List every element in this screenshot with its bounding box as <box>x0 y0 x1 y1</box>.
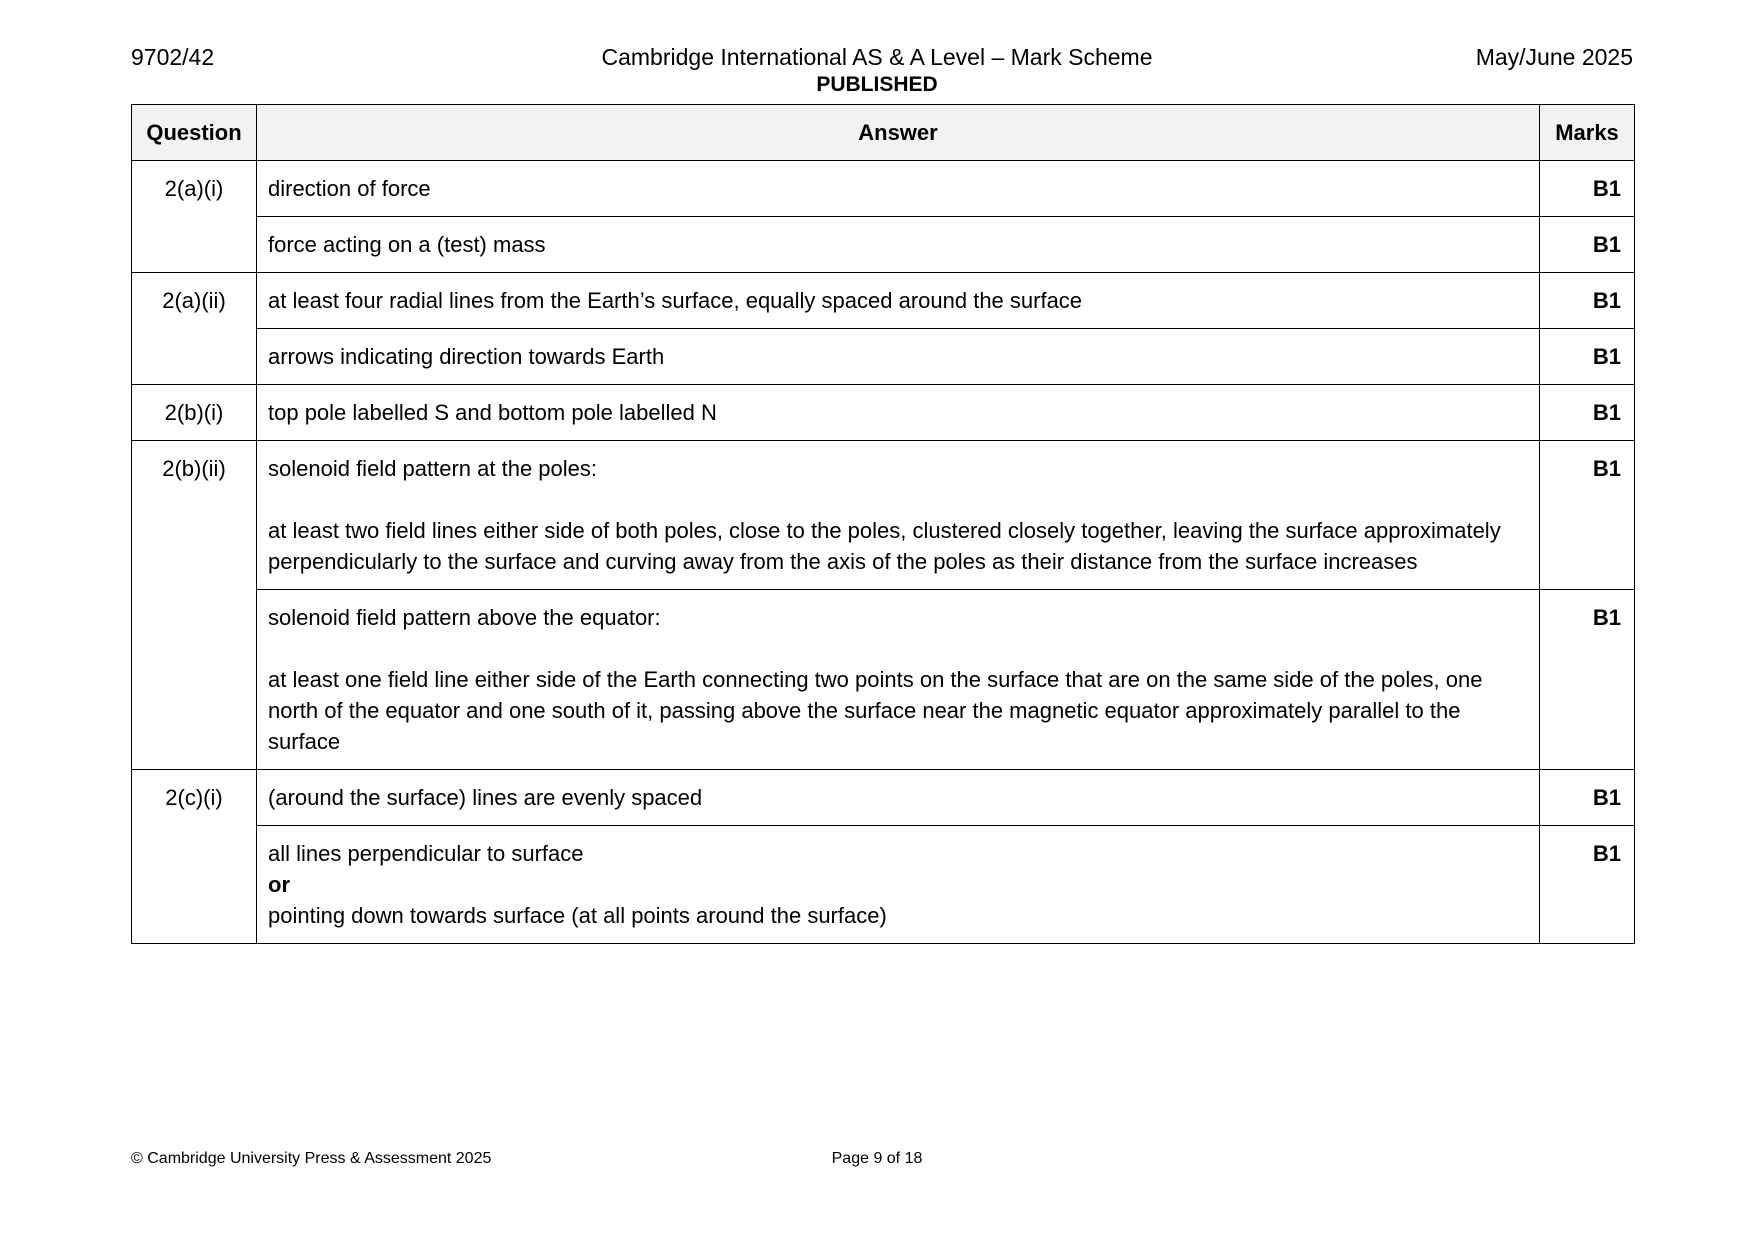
mark-cell: B1 <box>1540 385 1635 441</box>
mark-cell: B1 <box>1540 590 1635 770</box>
answer-heading: solenoid field pattern at the poles: <box>268 456 598 481</box>
answer-cell <box>257 217 1540 273</box>
mark-cell: B1 <box>1540 826 1635 944</box>
table-row <box>132 161 1635 217</box>
question-number: 2(b)(ii) <box>132 441 257 770</box>
column-header-question: Question <box>132 105 257 161</box>
answer-cell <box>257 770 1540 826</box>
answer-text: (around the surface) lines are evenly spaced <box>268 785 703 810</box>
answer-text: direction of force <box>268 176 431 201</box>
answer-or: or <box>268 872 290 897</box>
mark-cell: B1 <box>1540 441 1635 590</box>
mark-cell: B1 <box>1540 273 1635 329</box>
question-number: 2(a)(ii) <box>132 273 257 385</box>
answer-heading: solenoid field pattern above the equator: <box>268 605 661 630</box>
document-title: Cambridge International AS & A Level – Mark Scheme <box>601 44 1153 70</box>
exam-session: May/June 2025 <box>1475 44 1633 70</box>
answer-text: at least four radial lines from the Earth’s surface, equally spaced around the surface <box>268 288 1083 313</box>
answer-text: force acting on a (test) mass <box>268 232 546 257</box>
answer-text: at least two field lines either side of both poles, close to the poles, clustered closely together, leaving the surface approximately perpendicularly to the surface and curving away from the axis of the poles as their distance from the surface increases <box>268 518 1501 574</box>
answer-text: pointing down towards surface (at all points around the surface) <box>268 903 887 928</box>
answer-cell <box>257 590 1540 770</box>
answer-cell <box>257 385 1540 441</box>
mark-cell: B1 <box>1540 770 1635 826</box>
answer-text: at least one field line either side of the Earth connecting two points on the surface that are on the same side of the poles, one north of the equator and one south of it, passing above the surface near the magnetic equator approximately parallel to the surface <box>268 667 1483 754</box>
answer-text: arrows indicating direction towards Earth <box>268 344 665 369</box>
answer-cell <box>257 329 1540 385</box>
page-number: Page 9 of 18 <box>831 1150 923 1167</box>
table-row <box>132 385 1635 441</box>
table-row <box>132 217 1635 273</box>
mark-cell: B1 <box>1540 329 1635 385</box>
copyright-notice: © Cambridge University Press & Assessment 2025 <box>131 1150 492 1167</box>
document-subtitle: PUBLISHED <box>816 73 938 96</box>
answer-text: all lines perpendicular to surface <box>268 841 584 866</box>
answer-cell <box>257 441 1540 590</box>
table-header-row <box>132 105 1635 161</box>
mark-cell: B1 <box>1540 161 1635 217</box>
question-number: 2(c)(i) <box>132 770 257 944</box>
table-row <box>132 770 1635 826</box>
column-header-marks: Marks <box>1540 105 1635 161</box>
answer-cell <box>257 273 1540 329</box>
mark-scheme-table <box>131 104 1635 944</box>
table-row <box>132 273 1635 329</box>
answer-text: top pole labelled S and bottom pole labelled N <box>268 400 717 425</box>
column-header-answer: Answer <box>257 105 1540 161</box>
mark-cell: B1 <box>1540 217 1635 273</box>
answer-cell <box>257 826 1540 944</box>
table-row <box>132 826 1635 944</box>
table-row <box>132 329 1635 385</box>
question-number: 2(a)(i) <box>132 161 257 273</box>
paper-code: 9702/42 <box>131 44 215 70</box>
answer-cell <box>257 161 1540 217</box>
question-number: 2(b)(i) <box>132 385 257 441</box>
table-row <box>132 590 1635 770</box>
table-row <box>132 441 1635 590</box>
